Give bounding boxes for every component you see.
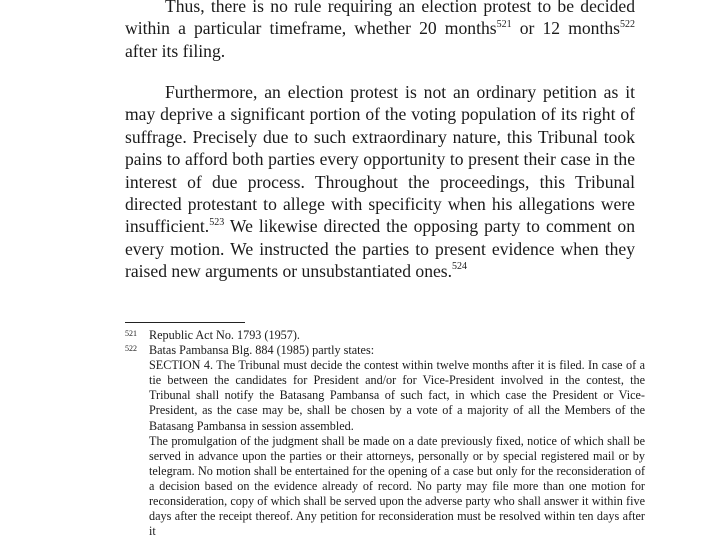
footnote-quoted-section: SECTION 4. The Tribunal must decide the contest within twelve months after it is filed. In case of a tie between the candidates for President and/or for Vice-President involved in the contest, the Tribunal shall notify the Batasang Pambansa of such fact, in which case the President or Vice-President, as the case may be, shall be chosen by a vote of a majority of all the Members of the Batasang Pambansa in session assembled. bbox=[149, 358, 645, 433]
footnote-ref-522: 522 bbox=[620, 18, 636, 30]
footnote-separator bbox=[125, 322, 245, 323]
footnote-ref-521: 521 bbox=[496, 18, 512, 30]
footnote-ref-524: 524 bbox=[452, 261, 468, 273]
footnote-text: Batas Pambansa Blg. 884 (1985) partly states: bbox=[149, 343, 375, 358]
footnote-quoted-paragraph: The promulgation of the judgment shall be made on a date previously fixed, notice of which shall be served in advance upon the parties or their attorneys, personally or by special registered mail or by telegram. No motion shall be entertained for the opening of a case but only for the reconsideration of a decision based on the evidence already of record. No party may file more than one motion for reconsideration, copy of which shall be served upon the adverse party who shall answer it within five days after the receipt thereof. Any petition for reconsideration must be resolved within ten days after it bbox=[149, 433, 645, 539]
footnote-522 bbox=[125, 343, 645, 539]
paragraph-2 bbox=[125, 81, 635, 283]
footnote-521 bbox=[125, 328, 645, 343]
paragraph-1-text-c: after its filing. bbox=[125, 40, 226, 61]
footnote-number: 521 bbox=[125, 329, 137, 338]
footnotes bbox=[125, 328, 645, 539]
paragraph-2-text-a: Furthermore, an election protest is not an ordinary petition as it may deprive a significant portion of the voting population of its right of suffrage. Precisely due to such extraordinary nature, this Tribunal took pains to afford both parties every opportunity to present their case in the interest of due process. Throughout the proceedings, this Tribunal directed protestant to allege with specificity when his allegations were insufficient. bbox=[125, 82, 635, 237]
paragraph-1-text-b: or 12 months bbox=[511, 18, 621, 39]
footnote-text: Republic Act No. 1793 (1957). bbox=[149, 328, 300, 342]
paragraph-1-text-a: Thus, there is no rule requiring an election protest to be decided within a particular timeframe, whether 20 months bbox=[125, 0, 635, 39]
footnote-ref-523: 523 bbox=[209, 216, 225, 228]
paragraph-2-text-b: We likewise directed the opposing party to comment on every motion. We instructed the parties to present evidence when they raised new arguments or unsubstantiated ones. bbox=[125, 216, 635, 282]
paragraph-1 bbox=[125, 0, 635, 62]
footnote-number: 522 bbox=[125, 344, 137, 354]
